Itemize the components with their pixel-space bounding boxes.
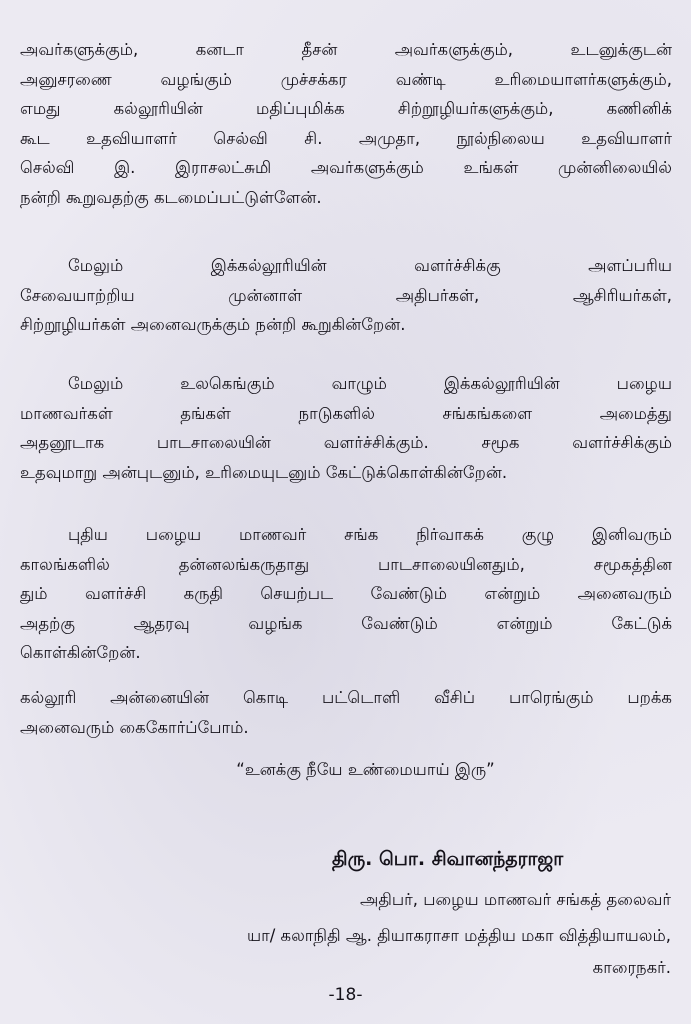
text-line: அனுசரணை வழங்கும் முச்சக்கர வண்டி உரிமையாளர்களுக்கும்,: [20, 69, 672, 89]
text-line: எமது கல்லூரியின் மதிப்புமிக்க சிற்றூழியர்களுக்கும், கணினிக்: [20, 99, 672, 118]
text-line: நன்றி கூறுவதற்கு கடமைப்பட்டுள்ளேன்.: [20, 187, 322, 207]
signatory-place: காரைநகர்.: [592, 958, 671, 977]
text-line: சேவையாற்றிய முன்னாள் அதிபர்கள், ஆசிரியர்கள்,: [20, 285, 672, 305]
text-line: மேலும் இக்கல்லூரியின் வளர்ச்சிக்கு அளப்பரிய: [68, 256, 672, 275]
text-line: கல்லூரி அன்னையின் கொடி பட்டொளி வீசிப் பாரெங்கும் பறக்க: [20, 688, 672, 707]
text-line: கூட உதவியாளர் செல்வி சி. அமுதா, நூல்நிலைய உதவியாளர்: [20, 128, 672, 148]
paragraph-closing: [20, 683, 672, 742]
text-line: அதற்கு ஆதரவு வழங்க வேண்டும் என்றும் கேட்டுக்: [20, 613, 672, 633]
paragraph-thanks-former-principals: [20, 251, 672, 340]
text-line: மேலும் உலகெங்கும் வாழும் இக்கல்லூரியின் பழைய: [68, 374, 672, 393]
text-line: உதவுமாறு அன்புடனும், உரிமையுடனும் கேட்டுக்கொள்கின்றேன்.: [20, 462, 508, 482]
text-line: புதிய பழைய மாணவர் சங்க நிர்வாகக் குழு இனிவரும்: [68, 525, 672, 544]
text-line: செல்வி இ. இராசலட்சுமி அவர்களுக்கும் உங்கள் முன்னிலையில்: [20, 158, 672, 177]
signatory-title: அதிபர், பழைய மாணவர் சங்கத் தலைவர்: [360, 890, 671, 909]
text-line: மாணவர்கள் தங்கள் நாடுகளில் சங்கங்களை அமைத்து: [20, 403, 672, 423]
paragraph-committee-request: [20, 520, 672, 668]
text-line: கொள்கின்றேன்.: [20, 643, 141, 662]
page-number: -18-: [328, 985, 363, 1005]
motto-quote: “உனக்கு நீயே உண்மையாய் இரு”: [236, 760, 495, 779]
text-line: சிற்றூழியர்கள் அனைவருக்கும் நன்றி கூறுகின்றேன்.: [20, 315, 406, 334]
text-line: தும் வளர்ச்சி கருதி செயற்பட வேண்டும் என்றும் அனைவரும்: [20, 584, 672, 603]
paragraph-thanks-staff: [20, 35, 672, 212]
text-line: காலங்களில் தன்னலங்கருதாது பாடசாலையினதும், சமூகத்தின: [20, 554, 672, 574]
signatory-name: திரு. பொ. சிவானந்தராஜா: [332, 848, 564, 870]
text-line: அவர்களுக்கும், கனடா தீசன் அவர்களுக்கும், உடனுக்குடன்: [20, 40, 672, 59]
text-line: அனைவரும் கைகோர்ப்போம்.: [20, 717, 249, 737]
paragraph-alumni-request: [20, 369, 672, 487]
text-line: அதனூடாக பாடசாலையின் வளர்ச்சிக்கும். சமூக வளர்ச்சிக்கும்: [20, 433, 672, 452]
signatory-institution: யா/ கலாநிதி ஆ. தியாகராசா மத்திய மகா வித்தியாயலம்,: [246, 926, 671, 945]
